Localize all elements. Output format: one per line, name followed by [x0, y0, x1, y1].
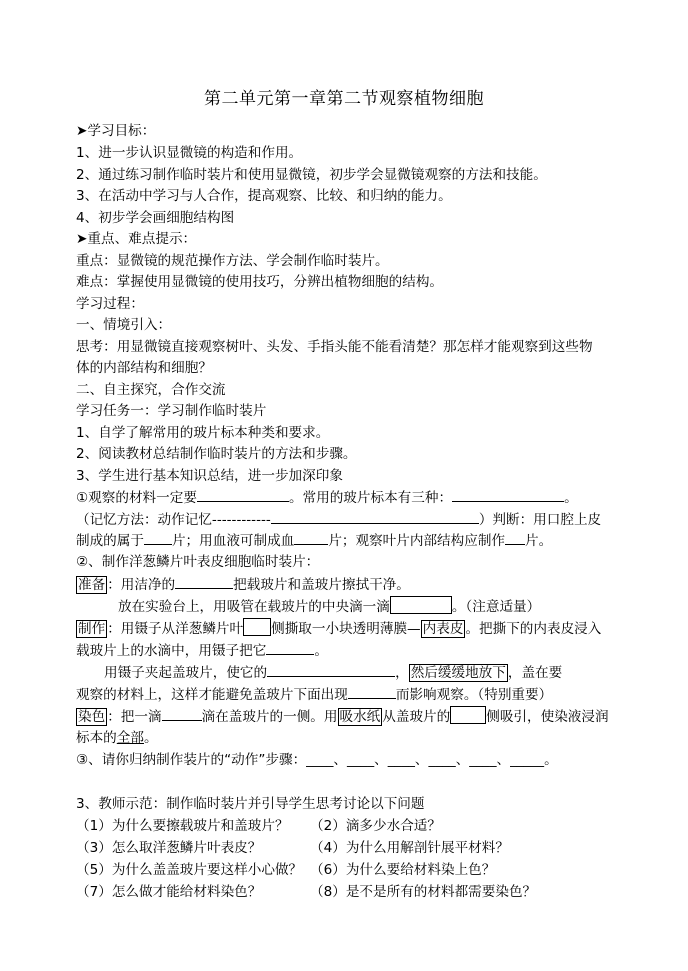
subsection-heading: ②、制作洋葱鳞片叶表皮细胞临时装片：: [76, 554, 320, 570]
answer-blank[interactable]: [271, 509, 479, 524]
task-step: 3、学生进行基本知识总结，进一步加深印象: [76, 468, 343, 484]
answer-blank[interactable]: [175, 574, 233, 589]
procedure-drop: 放在实验台上，用吸管在载玻片的中央滴一滴 。（注意适量）: [118, 596, 540, 617]
goal-item: 2、通过练习制作临时装片和使用显微镜，初步学会显微镜观察的方法和技能。: [76, 167, 547, 183]
highlight-term: 然后缓缓地放下: [410, 665, 506, 681]
question-item: （5）为什么盖盖玻片要这样小心做？: [76, 862, 303, 878]
procedure-cover-cont: 观察的材料上，这样才能避免盖玻片下面出现 而影响观察。（特别重要）: [76, 684, 552, 705]
procedure-stain-cont: 标本的全部。: [76, 730, 158, 746]
goal-item: 3、在活动中学习与人合作，提高观察、比较、和归纳的能力。: [76, 188, 452, 204]
answer-blank[interactable]: [348, 684, 396, 699]
procedure-cover: 用镊子夹起盖玻片，使它的 ， 然后缓缓地放下 ，盖在要: [104, 662, 562, 683]
task-heading: 学习任务一：学习制作临时装片: [76, 403, 267, 419]
question-item: （8）是不是所有的材料都需要染色？: [310, 884, 537, 900]
fill-line: ①观察的材料一定要 。常用的玻片标本有三种： 。: [76, 487, 578, 508]
question-item: （1）为什么要擦载玻片和盖玻片？: [76, 818, 289, 834]
highlight-term: 吸水纸: [339, 709, 381, 725]
goal-item: 1、进一步认识显微镜的构造和作用。: [76, 145, 303, 161]
goal-item: 4、初步学会画细胞结构图: [76, 210, 235, 226]
think-question: 思考：用显微镜直接观察树叶、头发、手指头能不能看清楚？那怎样才能观察到这些物: [76, 339, 593, 355]
question-item: （7）怎么做才能给材料染色？: [76, 884, 262, 900]
step-label: 染色: [78, 709, 106, 725]
procedure-stain: 染色 ：把一滴 滴在盖玻片的一侧。用 吸水纸 从盖玻片的 侧吸引，使染液浸润: [76, 706, 609, 727]
process-heading: 学习过程：: [76, 296, 144, 312]
step-label: 制作: [78, 621, 106, 637]
task-step: 2、阅读教材总结制作临时装片的方法和步骤。: [76, 446, 357, 462]
question-item: （4）为什么用解剖针展平材料？: [310, 840, 509, 856]
answer-box[interactable]: [450, 706, 486, 724]
fill-line: 制成的属于 片；用血液可制成血 片；观察叶片内部结构应制作 片。: [76, 530, 552, 551]
answer-blank[interactable]: [162, 706, 202, 721]
key-points-heading: ➤重点、难点提示：: [76, 231, 197, 247]
answer-box[interactable]: [243, 618, 271, 636]
section-heading: 二、自主探究，合作交流: [76, 382, 226, 398]
answer-blank[interactable]: [144, 530, 172, 545]
page-title: 第二单元第一章第二节观察植物细胞: [204, 89, 484, 109]
highlight-term: 内表皮: [422, 621, 464, 637]
goals-heading: ➤学习目标：: [76, 123, 156, 139]
task-step: 1、自学了解常用的玻片标本种类和要求。: [76, 425, 330, 441]
think-question: 体的内部结构和细胞？: [76, 360, 212, 376]
fill-line: （记忆方法：动作记忆------------ ）判断：用口腔上皮: [76, 509, 601, 530]
answer-blank[interactable]: [267, 662, 395, 677]
answer-blank[interactable]: [294, 530, 328, 545]
underlined-term: 全部: [116, 730, 144, 746]
difficulty-text: 难点：掌握使用显微镜的使用技巧，分辨出植物细胞的结构。: [76, 274, 444, 290]
answer-blank[interactable]: [505, 530, 525, 545]
question-item: （2）滴多少水合适？: [310, 818, 441, 834]
key-point-text: 重点：显微镜的规范操作方法、学会制作临时装片。: [76, 253, 389, 269]
answer-box[interactable]: [390, 596, 452, 614]
procedure-make-cont: 载玻片上的水滴中，用镊子把它 。: [76, 640, 328, 661]
section-heading: 一、情境引入：: [76, 317, 172, 333]
answer-blank[interactable]: [452, 487, 564, 502]
answer-blank[interactable]: [197, 487, 289, 502]
step-label: 准备: [78, 577, 106, 593]
answer-blank[interactable]: [266, 640, 314, 655]
question-item: （3）怎么取洋葱鳞片叶表皮？: [76, 840, 262, 856]
procedure-prep: 准备 ：用洁净的 把载玻片和盖玻片擦拭干净。: [76, 574, 410, 595]
procedure-make: 制作 ：用镊子从洋葱鳞片叶 侧撕取一小块透明薄膜— 内表皮 。把撕下的内表皮浸入: [76, 618, 601, 639]
procedure-summary: ③、请你归纳制作装片的“动作”步骤：____、____、____、____、____、_____。: [76, 752, 558, 768]
demo-heading: 3、教师示范：制作临时装片并引导学生思考讨论以下问题: [76, 796, 425, 812]
question-item: （6）为什么要给材料染上色？: [310, 862, 496, 878]
